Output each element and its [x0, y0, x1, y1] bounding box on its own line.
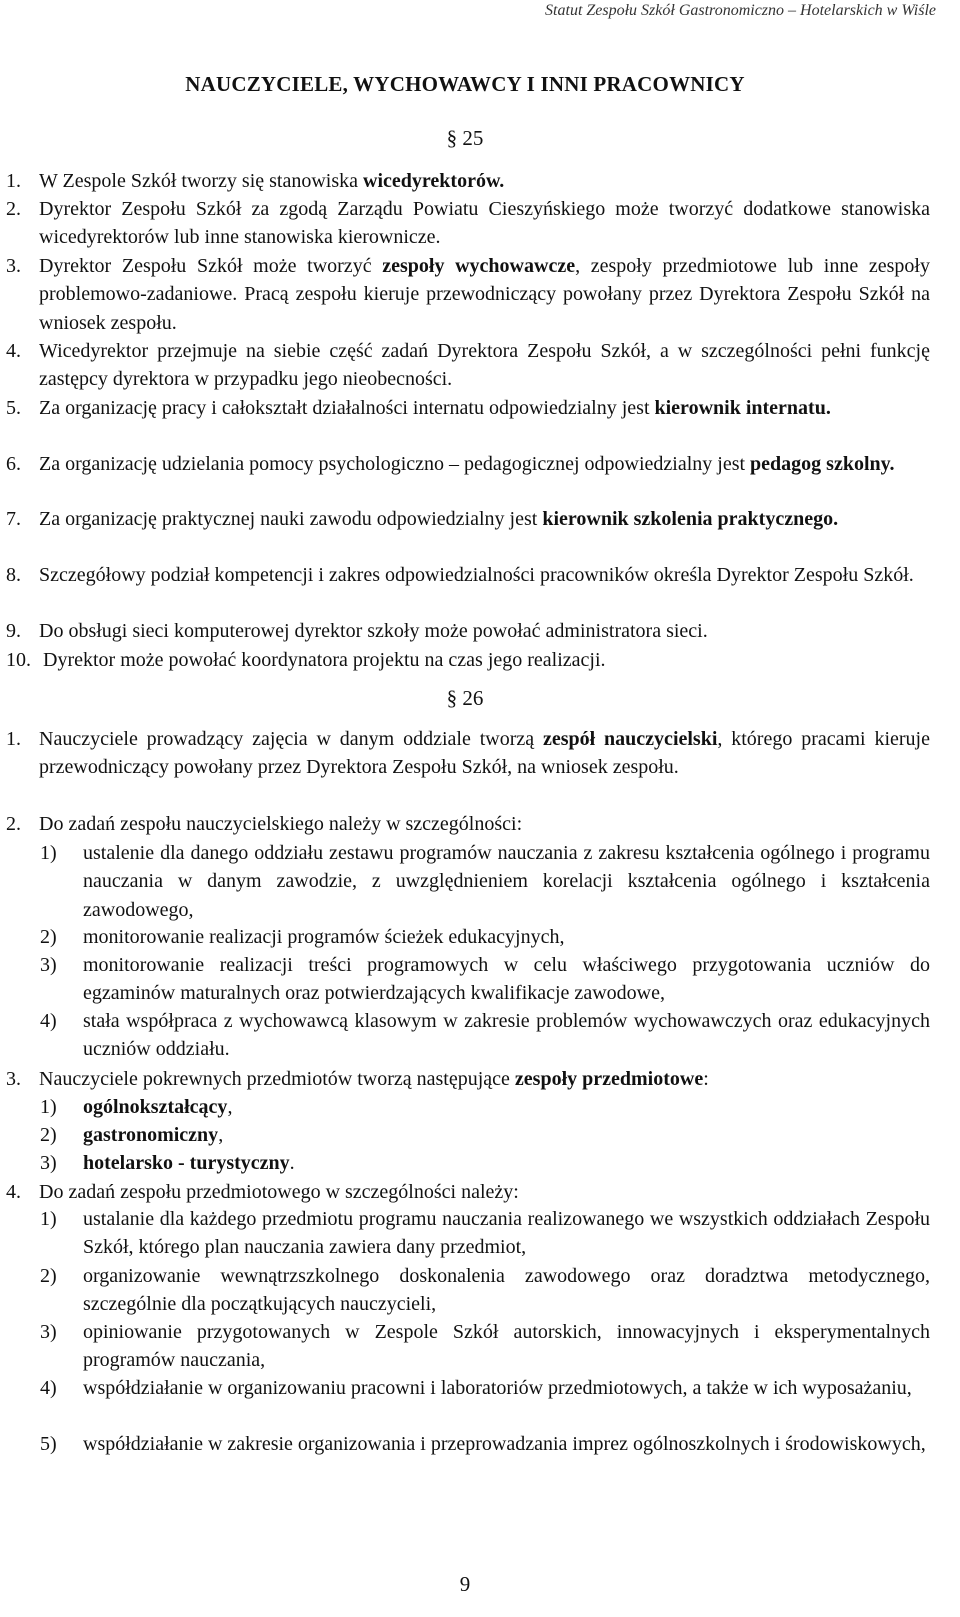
- sub-list-item: [40, 1007, 930, 1064]
- text-run: Szczegółowy podział kompetencji i zakres odpowiedzialności pracowników określa Dyrektor Zespołu Szkół.: [39, 564, 914, 586]
- list-number: 1): [40, 1208, 57, 1230]
- list-text: [6, 450, 930, 478]
- sub-list-item: [40, 1205, 930, 1262]
- list-text: [40, 1374, 930, 1402]
- list-text: [40, 839, 930, 924]
- list-text: [6, 561, 930, 589]
- list-number: 3.: [6, 255, 21, 277]
- list-item: [6, 195, 930, 252]
- text-run: Dyrektor może powołać koordynatora projektu na czas jego realizacji.: [43, 649, 606, 671]
- bold-term: gastronomiczny: [83, 1124, 219, 1146]
- sub-list-item: [40, 1262, 930, 1319]
- text-run: opiniowanie przygotowanych w Zespole Szkół autorskich, innowacyjnych i eksperymentalnych programów nauczania,: [83, 1321, 930, 1372]
- sub-list-item: [40, 1149, 930, 1177]
- list-number: 3): [40, 1152, 57, 1174]
- list-number: 3): [40, 954, 57, 976]
- list-text: [6, 195, 930, 252]
- text-run: ustalanie dla każdego przedmiotu programu nauczania realizowanego we wszystkich oddziałach Zespołu Szkół, którego plan nauczania zawiera dany przedmiot,: [83, 1208, 930, 1259]
- bold-term: kierownik szkolenia praktycznego.: [542, 508, 839, 530]
- text-run: Za organizację praktycznej nauki zawodu odpowiedzialny jest: [39, 508, 543, 530]
- text-run: współdziałanie w organizowaniu pracowni i laboratoriów przedmiotowych, a także w ich wyposażaniu,: [83, 1377, 912, 1399]
- list-text: [40, 1318, 930, 1375]
- list-text: [40, 1093, 930, 1121]
- list-number: 1): [40, 1096, 57, 1118]
- list-text: [40, 1149, 930, 1177]
- list-text: [6, 252, 930, 337]
- list-number: 1.: [6, 170, 21, 192]
- list-item: [6, 450, 930, 478]
- list-item: [6, 646, 930, 674]
- list-number: 5): [40, 1433, 57, 1455]
- bold-term: wicedyrektorów.: [363, 170, 505, 192]
- text-run: Za organizację udzielania pomocy psychologiczno – pedagogicznej odpowiedzialny jest: [39, 453, 751, 475]
- list-number: 2): [40, 926, 57, 948]
- text-run: :: [703, 1068, 709, 1090]
- list-item: [6, 252, 930, 337]
- text-run: organizowanie wewnątrzszkolnego doskonalenia zawodowego oraz doradztwa metodycznego, szczególnie dla początkujących nauczycieli,: [83, 1265, 930, 1316]
- list-item: [6, 394, 930, 422]
- list-text: [40, 1262, 930, 1319]
- list-number: 2): [40, 1124, 57, 1146]
- list-number: 1): [40, 842, 57, 864]
- text-run: W Zespole Szkół tworzy się stanowiska: [39, 170, 364, 192]
- list-number: 2.: [6, 813, 21, 835]
- chapter-title: NAUCZYCIELE, WYCHOWAWCY I INNI PRACOWNICY: [185, 72, 745, 96]
- list-number: 4.: [6, 340, 21, 362]
- list-text: [40, 1430, 930, 1458]
- bold-term: ogólnokształcący: [83, 1096, 228, 1118]
- bold-term: kierownik internatu.: [654, 397, 831, 419]
- sub-list-item: [40, 1121, 930, 1149]
- list-text: [6, 646, 930, 674]
- list-text: [40, 1121, 930, 1149]
- list-number: 10.: [6, 649, 31, 671]
- text-run: .: [289, 1152, 295, 1174]
- bold-term: pedagog szkolny.: [750, 453, 895, 475]
- list-text: [6, 505, 930, 533]
- text-run: stała współpraca z wychowawcą klasowym w zakresie problemów wychowawczych oraz edukacyjnych uczniów oddziału.: [83, 1010, 930, 1061]
- list-text: [6, 617, 930, 645]
- sub-list-item: [40, 1093, 930, 1121]
- sub-list-item: [40, 923, 930, 951]
- sub-list-item: [40, 1318, 930, 1375]
- text-run: Do obsługi sieci komputerowej dyrektor szkoły może powołać administratora sieci.: [39, 620, 708, 642]
- text-run: Dyrektor Zespołu Szkół za zgodą Zarządu Powiatu Cieszyńskiego może tworzyć dodatkowe stanowiska wicedyrektorów lub inne stanowiska kierownicze.: [39, 198, 930, 249]
- list-number: 4.: [6, 1181, 21, 1203]
- list-number: 5.: [6, 397, 21, 419]
- list-number: 2.: [6, 198, 21, 220]
- sub-list-item: [40, 1430, 930, 1458]
- list-text: [6, 337, 930, 394]
- list-text: [40, 923, 930, 951]
- text-run: , zespoły przedmiotowe lub inne zespoły problemowo-zadaniowe. Pracą zespołu kieruje przewodniczący powołany przez Dyrektora Zespołu Szkół na wniosek zespołu.: [39, 255, 930, 334]
- list-text: [6, 1065, 930, 1093]
- list-text: [40, 951, 930, 1008]
- running-header: Statut Zespołu Szkół Gastronomiczno – Hotelarskich w Wiśle: [545, 2, 936, 19]
- list-number: 2): [40, 1265, 57, 1287]
- list-item: [6, 810, 930, 838]
- list-number: 9.: [6, 620, 21, 642]
- list-text: [6, 810, 930, 838]
- text-run: Do zadań zespołu przedmiotowego w szczególności należy:: [39, 1181, 519, 1203]
- list-item: [6, 337, 930, 394]
- bold-term: hotelarsko - turystyczny: [83, 1152, 290, 1174]
- list-text: [6, 167, 930, 195]
- list-item: [6, 505, 930, 533]
- sub-list-item: [40, 1374, 930, 1402]
- text-run: Za organizację pracy i całokształt działalności internatu odpowiedzialny jest: [39, 397, 655, 419]
- text-run: Nauczyciele prowadzący zajęcia w danym oddziale tworzą: [39, 728, 543, 750]
- bold-term: zespoły wychowawcze: [382, 255, 576, 277]
- list-item: [6, 167, 930, 195]
- list-number: 8.: [6, 564, 21, 586]
- text-run: Do zadań zespołu nauczycielskiego należy w szczególności:: [39, 813, 523, 835]
- text-run: współdziałanie w zakresie organizowania i przeprowadzania imprez ogólnoszkolnych i środowiskowych,: [83, 1433, 926, 1455]
- list-text: [6, 394, 930, 422]
- text-run: monitorowanie realizacji programów ścieżek edukacyjnych,: [83, 926, 565, 948]
- text-run: ustalenie dla danego oddziału zestawu programów nauczania z zakresu kształcenia ogólnego i programu nauczania w danym zawodzie, z uwzględnieniem korelacji kształcenia ogólnego i kształcenia zawodowego,: [83, 842, 930, 921]
- list-number: 3.: [6, 1068, 21, 1090]
- list-number: 1.: [6, 728, 21, 750]
- list-text: [40, 1007, 930, 1064]
- list-number: 4): [40, 1010, 57, 1032]
- list-number: 3): [40, 1321, 57, 1343]
- list-item: [6, 561, 930, 589]
- bold-term: zespół nauczycielski: [542, 728, 718, 750]
- text-run: ,: [218, 1124, 224, 1146]
- bold-term: zespoły przedmiotowe: [514, 1068, 704, 1090]
- list-text: [40, 1205, 930, 1262]
- list-item: [6, 1065, 930, 1093]
- list-text: [6, 1178, 930, 1206]
- list-number: 7.: [6, 508, 21, 530]
- text-run: Wicedyrektor przejmuje na siebie część zadań Dyrektora Zespołu Szkół, a w szczególności pełni funkcję zastępcy dyrektora w przypadku jego nieobecności.: [39, 340, 930, 391]
- list-text: [6, 725, 930, 782]
- text-run: ,: [227, 1096, 233, 1118]
- list-item: [6, 1178, 930, 1206]
- text-run: Dyrektor Zespołu Szkół może tworzyć: [39, 255, 383, 277]
- page-number: 9: [459, 1572, 471, 1596]
- list-number: 6.: [6, 453, 21, 475]
- section-mark-26: § 26: [446, 686, 484, 710]
- text-run: , którego pracami kieruje przewodniczący powołany przez Dyrektora Zespołu Szkół, na wniosek zespołu.: [39, 728, 930, 779]
- text-run: Nauczyciele pokrewnych przedmiotów tworzą następujące: [39, 1068, 515, 1090]
- text-run: monitorowanie realizacji treści programowych w celu właściwego przygotowania uczniów do egzaminów maturalnych oraz potwierdzających kwalifikacje zawodowe,: [83, 954, 930, 1005]
- section-mark-25: § 25: [446, 126, 484, 150]
- sub-list-item: [40, 951, 930, 1008]
- list-item: [6, 725, 930, 782]
- list-number: 4): [40, 1377, 57, 1399]
- sub-list-item: [40, 839, 930, 924]
- list-item: [6, 617, 930, 645]
